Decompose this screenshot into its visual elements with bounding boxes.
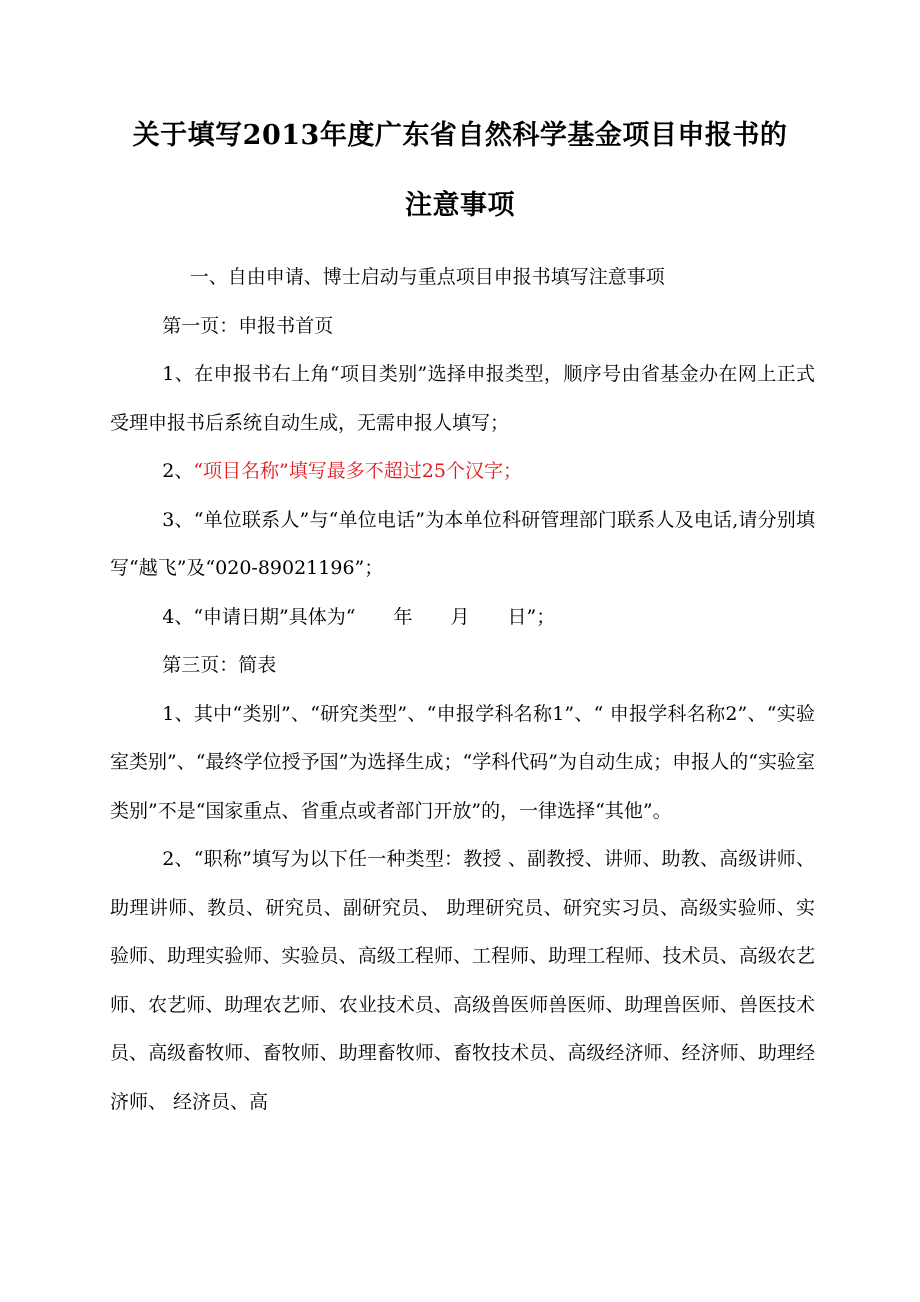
- page3-item1: 1、其中“类别”、“研究类型”、“申报学科名称1”、“ 申报学科名称2”、“实验室类别”、“最终学位授予国”为选择生成；“学科代码”为自动生成；申报人的“实验室类别”不是“国家重点、省重点或者部门开放”的，一律选择“其他”。: [110, 702, 815, 822]
- page1-item2-prefix: 2、: [162, 460, 194, 482]
- page1-item2-highlight: “项目名称”填写最多不超过25个汉字；: [193, 460, 522, 482]
- document-title-line2: 注意事项: [405, 190, 515, 221]
- document-title-line1: 关于填写2013年度广东省自然科学基金项目申报书的: [132, 120, 788, 151]
- page1-item4: 4、“申请日期”具体为“ 年 月 日”；: [162, 605, 556, 628]
- document-body: [110, 253, 815, 1126]
- page3-heading: 第三页：简表: [162, 654, 277, 676]
- section-heading: 一、自由申请、博士启动与重点项目申报书填写注意事项: [189, 266, 665, 288]
- page1-item2: [110, 447, 815, 496]
- page3-item2: 2、“职称”填写为以下任一种类型：教授 、副教授、讲师、助教、高级讲师、助理讲师、教员、研究员、副研究员、 助理研究员、研究实习员、高级实验师、实验师、助理实验师、实验员、高级工程师、工程师、助理工程师、技术员、高级农艺师、农艺师、助理农艺师、农业技术员、高级兽医师兽医师、助理兽医师、兽医技术员、高级畜牧师、畜牧师、助理畜牧师、畜牧技术员、高级经济师、经济师、助理经济师、 经济员、高: [110, 848, 815, 1113]
- page1-item3: 3、“单位联系人”与“单位电话”为本单位科研管理部门联系人及电话,请分别填写“越飞”及“020-89021196”；: [110, 508, 815, 579]
- page1-item1: 1、在申报书右上角“项目类别”选择申报类型，顺序号由省基金办在网上正式受理申报书后系统自动生成，无需申报人填写；: [110, 363, 815, 434]
- page1-heading: 第一页：申报书首页: [162, 314, 334, 337]
